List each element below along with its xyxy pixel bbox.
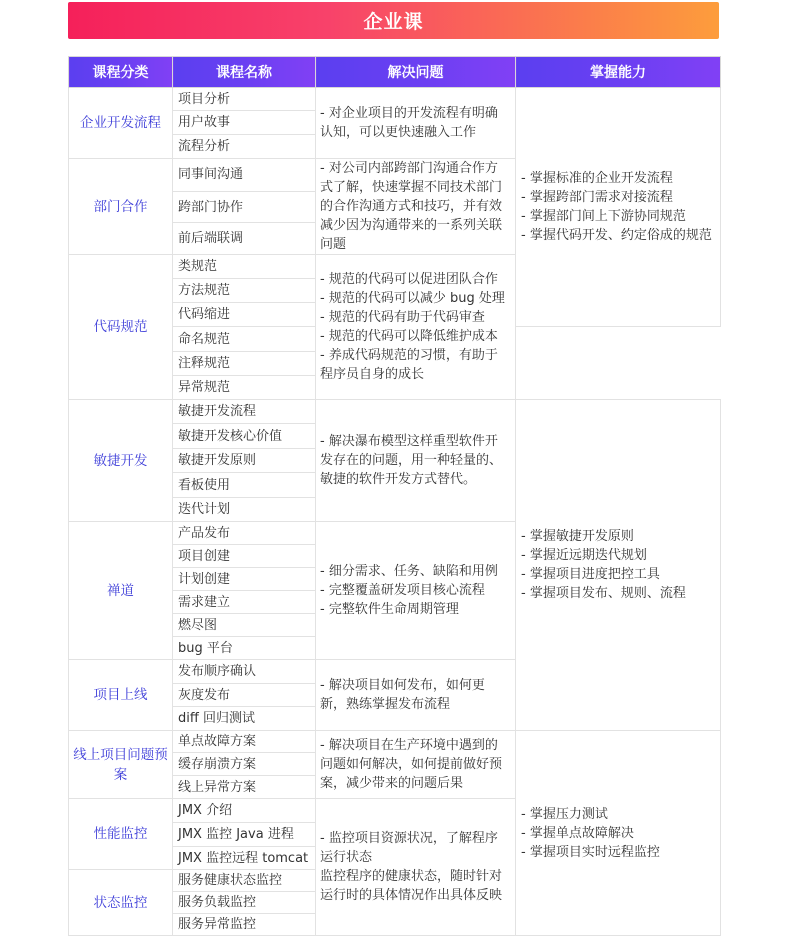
category-cell: 项目上线 bbox=[69, 660, 173, 731]
ability-line: - 掌握标准的企业开发流程 bbox=[521, 171, 673, 186]
problem-line: - 完整覆盖研发项目核心流程 bbox=[320, 583, 485, 598]
ability-cell bbox=[516, 731, 721, 936]
course-item: 敏捷开发核心价值 bbox=[173, 424, 316, 449]
course-item: 看板使用 bbox=[173, 473, 316, 498]
category-cell: 性能监控 bbox=[69, 799, 173, 870]
course-item: 跨部门协作 bbox=[173, 191, 316, 223]
course-item: 流程分析 bbox=[173, 135, 316, 159]
problem-line: - 规范的代码有助于代码审查 bbox=[320, 310, 485, 325]
course-item: 服务健康状态监控 bbox=[173, 870, 316, 892]
table-row bbox=[69, 400, 721, 424]
ability-line: - 掌握跨部门需求对接流程 bbox=[521, 190, 673, 205]
header-course-name: 课程名称 bbox=[173, 57, 316, 88]
course-item: 灰度发布 bbox=[173, 684, 316, 707]
problem-cell: - 解决项目在生产环境中遇到的问题如何解决，如何提前做好预案，减少带来的问题后果 bbox=[316, 731, 516, 799]
table-row bbox=[69, 731, 721, 753]
problem-line: - 完整软件生命周期管理 bbox=[320, 602, 459, 617]
problem-line: 程序员自身的成长 bbox=[320, 367, 425, 382]
problem-cell bbox=[316, 255, 516, 400]
course-item: 单点故障方案 bbox=[173, 731, 316, 753]
category-cell: 企业开发流程 bbox=[69, 88, 173, 159]
problem-line: - 细分需求、任务、缺陷和用例 bbox=[320, 564, 498, 579]
course-item: 服务负载监控 bbox=[173, 892, 316, 914]
course-item: 项目分析 bbox=[173, 88, 316, 111]
course-item: 产品发布 bbox=[173, 522, 316, 545]
problem-line: - 规范的代码可以促进团队合作 bbox=[320, 272, 498, 287]
problem-cell: - 解决瀑布模型这样重型软件开发存在的问题，用一种轻量的、敏捷的软件开发方式替代。 bbox=[316, 400, 516, 522]
course-item: 敏捷开发流程 bbox=[173, 400, 316, 424]
problem-line: - 规范的代码可以减少 bug 处理 bbox=[320, 291, 505, 306]
category-cell: 敏捷开发 bbox=[69, 400, 173, 522]
course-item: 需求建立 bbox=[173, 591, 316, 614]
ability-line: - 掌握部门间上下游协同规范 bbox=[521, 209, 686, 224]
banner-title: 企业课 bbox=[363, 11, 424, 33]
category-cell: 部门合作 bbox=[69, 159, 173, 255]
category-cell: 代码规范 bbox=[69, 255, 173, 400]
course-item: 同事间沟通 bbox=[173, 159, 316, 192]
problem-cell: - 对企业项目的开发流程有明确认知，可以更快速融入工作 bbox=[316, 88, 516, 159]
ability-line: - 掌握压力测试 bbox=[521, 806, 608, 822]
header-ability: 掌握能力 bbox=[516, 57, 721, 88]
header-category: 课程分类 bbox=[69, 57, 173, 88]
problem-line: - 规范的代码可以降低维护成本 bbox=[320, 329, 498, 344]
course-item: 异常规范 bbox=[173, 376, 316, 400]
problem-text: - 监控项目资源状况，了解程序运行状态 监控程序的健康状态，随时针对运行时的具体情况作出具体反映 bbox=[320, 831, 503, 903]
category-cell: 禅道 bbox=[69, 522, 173, 660]
problem-line: - 养成代码规范的习惯，有助于 bbox=[320, 348, 498, 363]
ability-cell bbox=[516, 400, 721, 731]
ability-line: - 掌握单点故障解决 bbox=[521, 825, 634, 841]
course-item: 燃尽图 bbox=[173, 614, 316, 637]
table-row bbox=[69, 88, 721, 111]
ability-line: - 掌握代码开发、约定俗成的规范 bbox=[521, 228, 712, 243]
course-item: 方法规范 bbox=[173, 279, 316, 303]
course-item: 服务异常监控 bbox=[173, 914, 316, 936]
ability-line: - 掌握敏捷开发原则 bbox=[521, 529, 634, 544]
ability-cell bbox=[516, 88, 721, 327]
course-item: 项目创建 bbox=[173, 545, 316, 568]
course-item: 代码缩进 bbox=[173, 303, 316, 327]
ability-line: - 掌握项目实时远程监控 bbox=[521, 844, 660, 860]
course-item: 前后端联调 bbox=[173, 223, 316, 255]
course-item: 缓存崩溃方案 bbox=[173, 753, 316, 776]
page-banner bbox=[68, 2, 719, 39]
course-item: JMX 监控远程 tomcat bbox=[173, 847, 316, 870]
problem-cell bbox=[316, 799, 516, 936]
course-item: 线上异常方案 bbox=[173, 776, 316, 799]
course-item: 计划创建 bbox=[173, 568, 316, 591]
course-item: 注释规范 bbox=[173, 352, 316, 376]
category-cell: 状态监控 bbox=[69, 870, 173, 936]
ability-line: - 掌握项目发布、规则、流程 bbox=[521, 586, 686, 601]
course-item: JMX 监控 Java 进程 bbox=[173, 823, 316, 847]
course-item: diff 回归测试 bbox=[173, 707, 316, 731]
course-item: 用户故事 bbox=[173, 111, 316, 135]
course-item: 敏捷开发原则 bbox=[173, 449, 316, 473]
course-item: 命名规范 bbox=[173, 327, 316, 352]
course-item: bug 平台 bbox=[173, 637, 316, 660]
ability-line: - 掌握近远期迭代规划 bbox=[521, 548, 647, 563]
course-item: 迭代计划 bbox=[173, 498, 316, 522]
course-item: JMX 介绍 bbox=[173, 799, 316, 823]
problem-cell: - 解决项目如何发布，如何更新，熟练掌握发布流程 bbox=[316, 660, 516, 731]
header-problem: 解决问题 bbox=[316, 57, 516, 88]
problem-cell bbox=[316, 522, 516, 660]
course-item: 类规范 bbox=[173, 255, 316, 279]
category-cell: 线上项目问题预案 bbox=[69, 731, 173, 799]
table-header-row bbox=[69, 57, 721, 88]
course-item: 发布顺序确认 bbox=[173, 660, 316, 684]
course-table bbox=[68, 56, 721, 936]
ability-line: - 掌握项目进度把控工具 bbox=[521, 567, 660, 582]
problem-cell: - 对公司内部跨部门沟通合作方式了解，快速掌握不同技术部门的合作沟通方式和技巧，并有效减少因为沟通带来的一系列关联问题 bbox=[316, 159, 516, 255]
